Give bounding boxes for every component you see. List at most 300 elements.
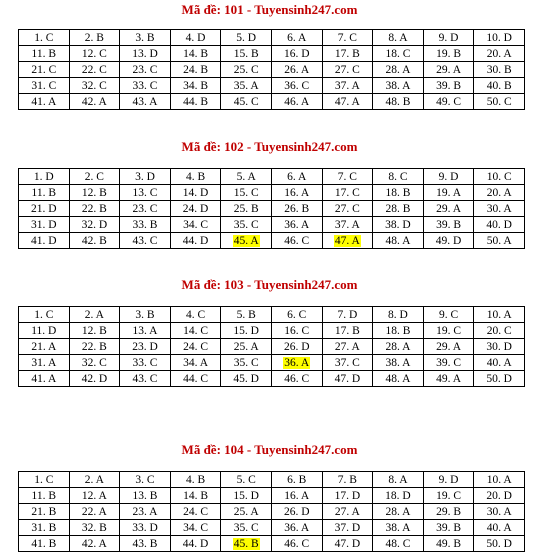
answer-text: 13. C: [132, 186, 158, 199]
answer-text: 14. D: [182, 186, 209, 199]
answer-cell: [423, 94, 474, 110]
answer-text: 18. C: [385, 47, 411, 60]
answer-cell: [69, 94, 120, 110]
answer-cell: [474, 504, 525, 520]
answer-cell: [170, 233, 221, 249]
answer-row: [19, 30, 525, 46]
answer-cell: [221, 201, 272, 217]
answer-cell: [170, 355, 221, 371]
answer-text: 23. C: [132, 63, 158, 76]
answer-cell: [120, 169, 171, 185]
answer-cell: [322, 355, 373, 371]
answer-cell: [271, 488, 322, 504]
answer-row: [19, 78, 525, 94]
answer-cell: [373, 536, 424, 552]
answer-cell: [474, 30, 525, 46]
answer-cell: [170, 62, 221, 78]
answer-text: 29. A: [436, 202, 461, 215]
answer-cell: [373, 94, 424, 110]
answer-text: 29. B: [436, 505, 461, 518]
answer-cell: [69, 233, 120, 249]
answer-text: 42. A: [81, 537, 107, 550]
answer-cell: [19, 536, 70, 552]
answer-text: 44. D: [182, 234, 209, 247]
answer-text: 2. A: [84, 308, 104, 321]
answer-text: 4. D: [185, 31, 206, 44]
answer-cell: [322, 185, 373, 201]
answer-cell: [170, 371, 221, 387]
answer-text: 41. B: [31, 537, 57, 550]
answer-cell: [170, 30, 221, 46]
answer-text: 24. C: [183, 505, 209, 518]
answer-text: 3. B: [135, 31, 155, 44]
answer-cell: [69, 201, 120, 217]
answer-cell: [120, 488, 171, 504]
answer-text: 15. D: [233, 324, 259, 337]
answer-text: 38. D: [385, 218, 411, 231]
answer-cell: [170, 217, 221, 233]
answer-cell: [271, 201, 322, 217]
answer-cell: [474, 355, 525, 371]
answer-text: 28. A: [385, 63, 411, 76]
answer-text: 48. A: [385, 234, 411, 247]
answer-cell: [373, 62, 424, 78]
answer-cell: [221, 217, 272, 233]
answer-cell: [322, 201, 373, 217]
answer-text: 23. A: [132, 505, 158, 518]
answer-text: 39. C: [436, 356, 461, 369]
answer-cell: [271, 504, 322, 520]
answer-row: [19, 185, 525, 201]
answer-cell: [19, 355, 70, 371]
answer-text: 28. A: [385, 505, 411, 518]
answer-text: 34. A: [183, 356, 209, 369]
answer-cell: [271, 339, 322, 355]
answer-text: 20. C: [486, 324, 512, 337]
answer-cell: [69, 488, 120, 504]
answer-cell: [271, 94, 322, 110]
answer-cell: [474, 169, 525, 185]
exam-title: Mã đề: 102 - Tuyensinh247.com: [181, 139, 358, 154]
answer-text: 4. C: [185, 308, 206, 321]
answer-text: 25. A: [233, 505, 259, 518]
answer-text: 26. A: [284, 63, 310, 76]
answer-text: 4. B: [185, 473, 206, 486]
answer-text: 3. B: [135, 308, 155, 321]
answer-text: 6. A: [287, 170, 307, 183]
answer-cell: [322, 217, 373, 233]
answer-cell: [19, 323, 70, 339]
answer-text: 49. B: [436, 537, 461, 550]
answer-text: 2. B: [84, 31, 104, 44]
answer-text: 26. D: [283, 340, 310, 353]
answer-text: 3. C: [135, 473, 155, 486]
answer-cell: [474, 339, 525, 355]
answer-cell: [221, 488, 272, 504]
answer-cell: [170, 201, 221, 217]
answer-cell: [19, 504, 70, 520]
answer-cell: [271, 472, 322, 488]
answer-cell: [423, 233, 474, 249]
answer-text: 46. C: [284, 372, 310, 385]
answer-cell: [322, 307, 373, 323]
answer-cell: [322, 488, 373, 504]
answer-cell: [373, 355, 424, 371]
answer-text: 18. B: [385, 186, 411, 199]
answer-text: 10. D: [486, 31, 512, 44]
answer-text: 43. C: [132, 234, 158, 247]
answer-cell: [474, 94, 525, 110]
answer-cell: [170, 185, 221, 201]
answer-text: 27. C: [334, 63, 360, 76]
answer-cell: [474, 62, 525, 78]
answer-text: 33. C: [132, 79, 158, 92]
answer-cell: [423, 169, 474, 185]
answer-cell: [271, 46, 322, 62]
answer-text: 21. C: [31, 63, 57, 76]
answer-cell: [423, 472, 474, 488]
answer-row: [19, 371, 525, 387]
answer-text: 5. B: [236, 308, 256, 321]
answer-text: 24. C: [183, 340, 209, 353]
answer-cell: [120, 185, 171, 201]
answer-row: [19, 62, 525, 78]
answer-cell: [170, 504, 221, 520]
answer-cell: [120, 323, 171, 339]
answer-text: 39. B: [436, 218, 461, 231]
answer-text: 13. B: [132, 489, 158, 502]
answer-text: 41. A: [31, 95, 57, 108]
answer-cell: [373, 520, 424, 536]
answer-text: 43. C: [132, 372, 158, 385]
answer-text: 48. B: [385, 95, 411, 108]
answer-cell: [120, 520, 171, 536]
answer-text: 45. A: [233, 234, 259, 247]
answer-cell: [373, 30, 424, 46]
answer-text: 17. D: [334, 489, 361, 502]
answer-text: 12. B: [81, 186, 107, 199]
answer-cell: [19, 371, 70, 387]
answer-row: [19, 355, 525, 371]
answer-text: 12. B: [81, 324, 107, 337]
answer-cell: [474, 323, 525, 339]
answer-text: 28. A: [385, 340, 411, 353]
answer-cell: [170, 488, 221, 504]
answer-text: 43. A: [132, 95, 158, 108]
answer-text: 47. A: [334, 95, 360, 108]
answer-text: 6. B: [287, 473, 307, 486]
answer-cell: [69, 62, 120, 78]
answer-cell: [69, 371, 120, 387]
answer-text: 38. A: [385, 356, 411, 369]
answer-text: 36. A: [284, 218, 310, 231]
answer-cell: [19, 233, 70, 249]
answer-table: [18, 306, 525, 387]
answer-text: 24. B: [183, 63, 209, 76]
answer-cell: [221, 233, 272, 249]
answer-cell: [474, 536, 525, 552]
answer-text: 33. C: [132, 356, 158, 369]
answer-text: 31. D: [31, 218, 57, 231]
answer-text: 14. B: [183, 489, 209, 502]
answer-text: 31. B: [31, 521, 57, 534]
answer-cell: [221, 169, 272, 185]
answer-text: 43. B: [132, 537, 158, 550]
answer-row: [19, 504, 525, 520]
answer-text: 16. D: [283, 47, 310, 60]
answer-text: 8. C: [388, 170, 408, 183]
answer-cell: [322, 323, 373, 339]
answer-cell: [69, 323, 120, 339]
answer-cell: [271, 307, 322, 323]
answer-text: 20. A: [486, 47, 512, 60]
answer-text: 48. A: [385, 372, 411, 385]
answer-text: 25. B: [233, 202, 259, 215]
answer-text: 10. A: [486, 473, 512, 486]
answer-cell: [423, 504, 474, 520]
answer-text: 33. B: [132, 218, 158, 231]
answer-text: 44. B: [183, 95, 209, 108]
answer-cell: [373, 488, 424, 504]
exam-title: Mã đề: 101 - Tuyensinh247.com: [181, 2, 358, 17]
answer-cell: [271, 355, 322, 371]
answer-cell: [322, 78, 373, 94]
answer-cell: [69, 217, 120, 233]
answer-text: 25. A: [233, 340, 259, 353]
answer-text: 39. B: [436, 79, 461, 92]
answer-text: 22. A: [81, 505, 107, 518]
answer-text: 25. C: [233, 63, 259, 76]
answer-cell: [322, 233, 373, 249]
answer-text: 32. C: [81, 356, 107, 369]
answer-cell: [221, 46, 272, 62]
answer-text: 22. B: [81, 340, 107, 353]
answer-text: 9. D: [438, 473, 459, 486]
answer-text: 38. A: [385, 79, 411, 92]
answer-text: 6. A: [287, 31, 307, 44]
answer-cell: [69, 504, 120, 520]
answer-cell: [120, 472, 171, 488]
answer-cell: [221, 78, 272, 94]
answer-text: 30. D: [486, 340, 512, 353]
answer-cell: [69, 30, 120, 46]
answer-cell: [271, 233, 322, 249]
answer-text: 32. B: [81, 521, 107, 534]
answer-cell: [423, 78, 474, 94]
answer-row: [19, 323, 525, 339]
answer-text: 46. C: [284, 537, 310, 550]
answer-cell: [373, 185, 424, 201]
answer-cell: [19, 62, 70, 78]
answer-cell: [322, 169, 373, 185]
answer-text: 49. C: [436, 95, 461, 108]
answer-text: 44. D: [182, 537, 209, 550]
answer-table: [18, 471, 525, 552]
answer-row: [19, 339, 525, 355]
answer-cell: [120, 46, 171, 62]
answer-text: 1. C: [34, 308, 54, 321]
answer-text: 50. A: [486, 234, 512, 247]
answer-text: 28. B: [385, 202, 411, 215]
answer-text: 20. D: [486, 489, 512, 502]
answer-cell: [120, 233, 171, 249]
answer-text: 40. A: [486, 521, 512, 534]
answer-text: 40. B: [486, 79, 512, 92]
answer-cell: [19, 307, 70, 323]
answer-cell: [423, 536, 474, 552]
answer-text: 48. C: [385, 537, 411, 550]
answer-cell: [423, 488, 474, 504]
answer-text: 46. A: [284, 95, 310, 108]
answer-cell: [271, 323, 322, 339]
answer-text: 30. A: [486, 202, 512, 215]
answer-cell: [221, 371, 272, 387]
answer-text: 11. B: [31, 47, 57, 60]
answer-cell: [322, 62, 373, 78]
answer-text: 22. C: [81, 63, 107, 76]
answer-text: 24. D: [182, 202, 209, 215]
answer-cell: [423, 30, 474, 46]
answer-cell: [423, 371, 474, 387]
answer-cell: [120, 217, 171, 233]
answer-text: 9. C: [438, 308, 459, 321]
answer-text: 30. A: [486, 505, 512, 518]
answer-cell: [474, 233, 525, 249]
answer-cell: [474, 201, 525, 217]
answer-cell: [271, 185, 322, 201]
answer-text: 17. C: [334, 186, 360, 199]
answer-text: 1. D: [33, 170, 54, 183]
answer-text: 3. D: [135, 170, 155, 183]
answer-text: 2. C: [84, 170, 104, 183]
answer-text: 41. A: [31, 372, 57, 385]
answer-text: 35. A: [233, 79, 259, 92]
answer-text: 12. C: [81, 47, 107, 60]
answer-text: 34. C: [183, 521, 209, 534]
answer-text: 7. B: [337, 473, 357, 486]
answer-text: 36. A: [284, 356, 310, 369]
answer-text: 50. D: [486, 372, 512, 385]
answer-cell: [120, 355, 171, 371]
answer-cell: [170, 339, 221, 355]
answer-cell: [221, 536, 272, 552]
answer-cell: [170, 536, 221, 552]
answer-text: 15. B: [233, 47, 259, 60]
answer-cell: [271, 371, 322, 387]
answer-cell: [120, 307, 171, 323]
answer-text: 42. A: [81, 95, 107, 108]
answer-text: 29. A: [436, 340, 461, 353]
answer-text: 47. D: [334, 372, 361, 385]
answer-text: 18. B: [385, 324, 411, 337]
answer-row: [19, 472, 525, 488]
answer-cell: [221, 339, 272, 355]
answer-cell: [423, 185, 474, 201]
answer-text: 19. A: [436, 186, 461, 199]
answer-cell: [373, 233, 424, 249]
answer-text: 45. C: [233, 95, 259, 108]
answer-cell: [221, 323, 272, 339]
answer-cell: [322, 94, 373, 110]
answer-text: 7. C: [337, 170, 357, 183]
answer-cell: [120, 201, 171, 217]
answer-cell: [69, 339, 120, 355]
answer-text: 50. D: [486, 537, 512, 550]
answer-text: 15. C: [233, 186, 259, 199]
answer-text: 50. C: [486, 95, 512, 108]
answer-row: [19, 536, 525, 552]
answer-cell: [474, 217, 525, 233]
answer-cell: [423, 323, 474, 339]
answer-cell: [221, 307, 272, 323]
answer-text: 19. B: [436, 47, 461, 60]
answer-row: [19, 94, 525, 110]
answer-text: 17. B: [334, 324, 360, 337]
answer-cell: [120, 78, 171, 94]
answer-cell: [69, 472, 120, 488]
answer-row: [19, 233, 525, 249]
answer-text: 11. D: [31, 324, 57, 337]
answer-text: 9. D: [438, 31, 459, 44]
answer-text: 38. A: [385, 521, 411, 534]
answer-cell: [271, 520, 322, 536]
answer-cell: [373, 217, 424, 233]
answer-cell: [373, 78, 424, 94]
answer-cell: [120, 504, 171, 520]
answer-text: 44. C: [183, 372, 209, 385]
answer-text: 8. A: [388, 31, 408, 44]
answer-text: 11. B: [31, 186, 57, 199]
answer-cell: [69, 520, 120, 536]
answer-text: 10. A: [486, 308, 512, 321]
answer-text: 12. A: [81, 489, 107, 502]
answer-text: 13. D: [132, 47, 158, 60]
answer-cell: [120, 30, 171, 46]
answer-cell: [373, 504, 424, 520]
answer-cell: [170, 323, 221, 339]
answer-cell: [120, 94, 171, 110]
answer-cell: [423, 201, 474, 217]
answer-cell: [373, 46, 424, 62]
answer-text: 18. D: [385, 489, 411, 502]
answer-text: 47. A: [334, 234, 360, 247]
answer-cell: [373, 339, 424, 355]
answer-text: 39. B: [436, 521, 461, 534]
answer-cell: [373, 371, 424, 387]
answer-text: 42. D: [81, 372, 108, 385]
answer-text: 27. A: [334, 340, 360, 353]
answer-text: 19. C: [436, 324, 461, 337]
answer-text: 14. C: [183, 324, 209, 337]
answer-cell: [170, 94, 221, 110]
answer-text: 27. C: [334, 202, 360, 215]
answer-text: 21. B: [31, 505, 57, 518]
answer-cell: [170, 169, 221, 185]
answer-cell: [221, 520, 272, 536]
answer-cell: [474, 307, 525, 323]
answer-cell: [19, 339, 70, 355]
answer-text: 13. A: [132, 324, 158, 337]
answer-cell: [322, 536, 373, 552]
answer-row: [19, 520, 525, 536]
answer-cell: [170, 472, 221, 488]
answer-cell: [322, 46, 373, 62]
answer-row: [19, 217, 525, 233]
answer-text: 6. C: [287, 308, 307, 321]
answer-cell: [170, 520, 221, 536]
answer-text: 23. C: [132, 202, 158, 215]
answer-text: 37. C: [334, 356, 360, 369]
